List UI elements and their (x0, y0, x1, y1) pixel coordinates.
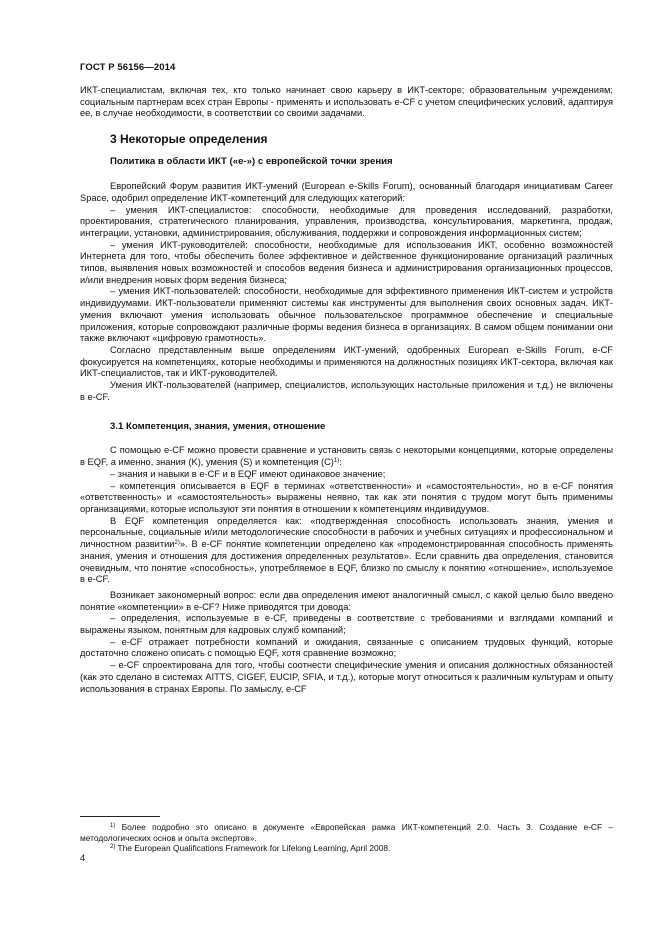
text-run: : (339, 457, 342, 468)
footnote-ref[interactable]: 2) (174, 540, 180, 547)
text-run: С помощью e-CF можно провести сравнение и установить связь с некоторыми концепциями, которые определены в EQF, а именно, знания (K), умения (S) и компетенция (С) (80, 445, 613, 468)
list-item: – умения ИКТ-руководителей: способности, необходимые для использования ИКТ, особенно возможностей Интернета для того, чтобы обеспечить более эффективное и действенное функционирование организаций различных типов, выявления новых возможностей и способов ведения бизнеса и администрирования организационных процессов, и/или внедрения новых форм ведения бизнеса; (80, 239, 613, 285)
paragraph: Европейский Форум развития ИКТ-умений (European e-Skills Forum), основанный благодаря инициативам Career Space, одобрил определение ИКТ-компетенций для следующих категорий: (80, 181, 613, 203)
paragraph: Согласно представленным выше определениям ИКТ-умений, одобренных European e-Skills Forum, e-CF фокусируется на компетенциях, которые необходимы и применяются на должностных позициях ИКТ-сектора, включая как ИКТ-специалистов, так и ИКТ-руководителей. (80, 344, 613, 379)
footnote-ref[interactable]: 1) (333, 458, 340, 465)
section-3-1-title: 3.1 Компетенция, знания, умения, отношение (110, 421, 326, 433)
list-item: – e-CF отражает потребности компаний и ожидания, связанные с описанием трудовых функций, которые достаточно сложено описать с помощью EQF, хотя сравнение возможно; (80, 636, 613, 659)
paragraph: Умения ИКТ-пользователей (например, специалистов, использующих настольные приложения и т.д.) не включены в e-CF. (80, 380, 613, 402)
standard-header: ГОСТ Р 56156—2014 (80, 62, 176, 73)
list-item: – умения ИКТ-специалистов: способности, необходимые для проведения исследований, разработки, проектирования, стратегического планирования, управления, производства, консультирования, маркетинга, продаж, интеграции, установки, администрирования, обслуживания, поддержки и сопровождения информационных систем; (80, 204, 613, 238)
text-run: В EQF компетенция определяется как: «подтвержденная способность использовать знания, умения и персональные, социальные и/или методологические способности в рабочих и учебных ситуациях и профессиональном и личностном развитии (80, 515, 613, 550)
paragraph (80, 516, 613, 586)
text-run: ». В e-CF понятие компетенции определено как «продемонстрированная способность применять знания, умения и отношения для достижения определенных результатов». Если сравнить два определения, становится очевидным, что понятие «способность», употребляемое в EQF, близко по смыслу к понятию «отношение», используемое в e-CF. (80, 539, 613, 585)
intro-paragraph: ИКТ-специалистам, включая тех, кто только начинает свою карьеру в ИКТ-секторе; образовательным учреждениям; социальным партнерам всех стран Европы - применять и использовать e-CF с учетом специфических условий, адаптируя ее, в случае необходимости, в соответствии со своими задачами. (80, 85, 613, 119)
document-page (80, 62, 613, 695)
list-item: – определения, используемые в e-CF, приведены в соответствие с требованиями и взглядами компаний и выражены языком, понятным для кадровых служб компаний; (80, 613, 613, 636)
footnote-divider (80, 816, 160, 817)
paragraph: Возникает закономерный вопрос: если два определения имеют аналогичный смысл, с какой целью было введено понятие «компетенции» в e-CF? Ниже приводятся три довода: (80, 589, 613, 612)
section-3-subtitle: Политика в области ИКТ («e-») с европейской точки зрения (110, 156, 393, 168)
page-number: 4 (80, 853, 86, 864)
footnote-mark: 2) (110, 844, 116, 850)
footnotes (80, 822, 613, 854)
list-item: – компетенция описывается в EQF в терминах «ответственности» и «самостоятельности», но в e-CF понятия «ответственность» и «самостоятельность» выражены неявно, так как эти понятия с трудом могут быть применимы организациями, которые используют эти понятия в отношении к компетенциям индивидуумов. (80, 480, 613, 514)
paragraph (80, 445, 613, 468)
footnote-2 (80, 843, 613, 854)
footnote-text: The European Qualifications Framework for Lifelong Learning, April 2008. (117, 843, 391, 853)
footnote-text: Более подробно это описано в документе «Европейская рамка ИКТ-компетенций 2.0. Часть 3. Создание e-CF – методологических основ и опыта экспертов». (80, 822, 613, 843)
list-item: – e-CF спроектирована для того, чтобы соотнести специфические умения и описания должностных обязанностей (как это сделано в системах AITTS, CIGEF, EUCIP, SFIA, и т.д.), которые могут относиться к различным культурам и опыту использования в странах Европы. По замыслу, e-CF (80, 660, 613, 694)
section-3-title: 3 Некоторые определения (110, 132, 268, 147)
footnote-mark: 1) (110, 823, 116, 829)
list-item: – умения ИКТ-пользователей: способности, необходимые для эффективного применения ИКТ-систем и устройств индивидуумами. ИКТ-пользователи применяют системы как инструменты для выполнения своих основных задач. ИКТ-умения включают умения использовать обычное пользовательское программное обеспечение и специальные приложения, которые сопровождают различные формы ведения бизнеса в организациях. В самом общем понимании они также включают «цифровую грамотность». (80, 286, 613, 344)
footnote-1 (80, 822, 613, 843)
list-item: – знания и навыки в e-CF и в EQF имеют одинаковое значение; (110, 468, 386, 479)
